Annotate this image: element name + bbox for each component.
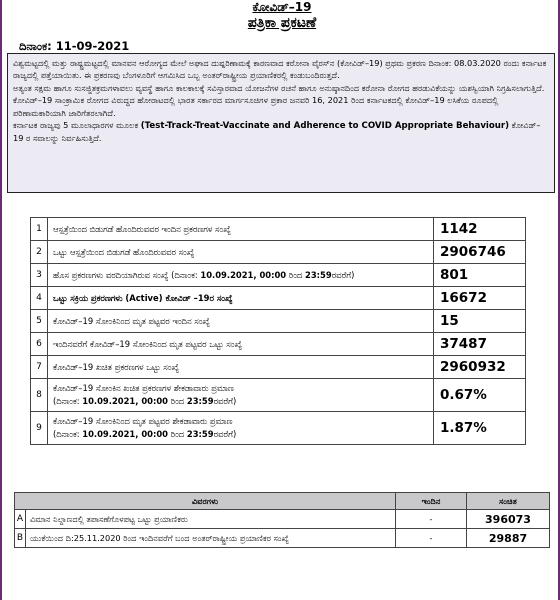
travel-table xyxy=(14,492,550,548)
release-date: ದಿನಾಂಕ: 11-09-2021 xyxy=(19,39,130,53)
label-end: ರವರೆಗೆ) xyxy=(331,269,355,280)
subtitle-text: ಪತ್ರಿಕಾ ಪ್ರಕಟಣೆ xyxy=(247,15,317,31)
row-number: 6 xyxy=(31,333,48,356)
row-value: 1142 xyxy=(434,218,526,241)
notice-paragraph-3: ಕೋವಿಡ್–19 ಸಾಂಕ್ರಾಮಿಕ ರೋಗದ ವಿರುದ್ಧದ ಹೋರಾಟದಲ್ಲಿ ಭಾರತ ಸರ್ಕಾರದ ಮಾರ್ಗಸೂಚಿಗಳ ಪ್ರಕಾರ ಜನವರಿ 16, 2021 ರಿಂದ ಕರ್ನಾಟಕದಲ್ಲಿ ಕೋವಿಡ್–19 ಲಸಿಕೆಯ ರೂಪದಲ್ಲಿ ಪರಿಣಾಮಕಾರಿಯಾಗಿ ಜಾರಿಗೆತರಲಾಗಿದೆ. xyxy=(13,95,499,118)
row-number: 1 xyxy=(31,218,48,241)
notice-p4-post: ಕೋವಿಡ್–19 ರ ಸವಾಲನ್ನು ನಿರ್ವಹಿಸುತ್ತಿದೆ. xyxy=(13,120,541,144)
row-label: ಆಸ್ಪತ್ರೆಯಿಂದ ಬಿಡುಗಡೆ ಹೊಂದಿರುವವರ ಇಂದಿನ ಪ್ರಕರಣಗಳ ಸಂಖ್ಯೆ xyxy=(48,218,434,241)
row-value: 801 xyxy=(434,264,526,287)
row-cumulative: 396073 xyxy=(467,510,550,529)
sub-pre: (ದಿನಾಂಕ: xyxy=(53,429,83,439)
row-label: ಕೋವಿಡ್–19 ಖಚಿತ ಪ್ರಕರಣಗಳ ಒಟ್ಟು ಸಂಖ್ಯೆ xyxy=(48,356,434,379)
row-label xyxy=(48,264,434,287)
label-time: 23:59 xyxy=(305,269,332,280)
header-today: ಇಂದಿನ xyxy=(396,493,467,510)
sub-mid: ರಿಂದ xyxy=(168,429,187,439)
row-key: B xyxy=(15,529,26,548)
row-key: A xyxy=(15,510,26,529)
notice-paragraph-4 xyxy=(13,119,549,145)
row-label xyxy=(48,379,434,412)
row-today: - xyxy=(396,510,467,529)
table-row xyxy=(31,379,526,412)
notice-paragraph-2: ಅತ್ಯಂತ ಸಕ್ಷಮ ಹಾಗೂ ಸುಸಜ್ಜಿತಕ್ರಮಗಳಾವಲು ವ್ಯವಸ್ಥೆ ಹಾಗೂ ಕಾಲಕಾಲಕ್ಕೆ ಸವಿಸ್ತಾರವಾದ ಯೋಜನೆಗಳ ರಚನೆ ಹಾಗೂ ಅನುಷ್ಠಾನದಿಂದ ಕರೋನಾ ರೋಗದ ಹರಡುವಿಕೆಯನ್ನು ಯಶಸ್ವಿಯಾಗಿ ನಿಗ್ರಹಿಸಲಾಗುತ್ತಿದೆ. xyxy=(13,82,545,93)
row-cumulative: 29887 xyxy=(467,529,550,548)
row-value: 1.87% xyxy=(434,412,526,445)
row-label xyxy=(48,412,434,445)
notice-paragraph-1: ವಿಶ್ವಮಟ್ಟದಲ್ಲಿ ಮತ್ತು ರಾಷ್ಟ್ರಮಟ್ಟದಲ್ಲಿ ಮಾನವನ ಆರೋಗ್ಯದ ಮೇಲೆ ಅಘಾದ ದುಷ್ಪರಿಣಾಮಕ್ಕೆ ಕಾರಣವಾದ ಕರೋನಾ ವೈರಸ್‌ನ (ಕೋವಿಡ್–19) ಪ್ರಥಮ ಪ್ರಕರಣ ದಿನಾಂಕ: 08.03.2020 ರಂದು ಕರ್ನಾಟಕ ರಾಜ್ಯದಲ್ಲಿ ಪತ್ತೆಯಾಯಿತು. ಈ ಪ್ರಕರಣವು ಬೆಂಗಳೂರಿಗೆ ಆಗಮಿಸಿದ ಒಬ್ಬ ಅಂತರ್‌ರಾಷ್ಟ್ರೀಯ ಪ್ರಯಾಣಿಕರಲ್ಲಿ ಕಂಡುಬಂದಿರುತ್ತದೆ. xyxy=(13,58,547,81)
notice-p4-pre: ಕರ್ನಾಟಕ ರಾಜ್ಯವು 5 ಮೂಲಾಧಾರಗಳ ಮೂಲಕ xyxy=(13,120,141,131)
row-label: ಒಟ್ಟು ಆಸ್ಪತ್ರೆಯಿಂದ ಬಿಡುಗಡೆ ಹೊಂದಿರುವವರ ಸಂಖ್ಯೆ xyxy=(48,241,434,264)
row-number: 2 xyxy=(31,241,48,264)
sub-mid: ರಿಂದ xyxy=(168,396,187,406)
row-value: 15 xyxy=(434,310,526,333)
row-today: - xyxy=(396,529,467,548)
sub-date: 10.09.2021, 00:00 xyxy=(82,429,169,439)
row-label: ಯುಕೆಯಿಂದ ದಿ:25.11.2020 ರಿಂದ ಇಂದಿನವರೆಗೆ ಬಂದ ಅಂತರ್‌ರಾಷ್ಟ್ರೀಯ ಪ್ರಯಾಣಿಕರ ಸಂಖ್ಯೆ xyxy=(26,529,396,548)
label-sub xyxy=(53,429,428,440)
table-row xyxy=(15,510,550,529)
label-main: ಕೋವಿಡ್–19 ಸೋಂಕಿನ ಖಚಿತ ಪ್ರಕರಣಗಳ ಶೇಕಡಾವಾರು ಪ್ರಮಾಣ xyxy=(53,383,234,393)
title-text: ಕೋವಿಡ್–19 xyxy=(252,0,312,14)
sub-time: 23:59 xyxy=(186,429,214,439)
row-number: 4 xyxy=(31,287,48,310)
table-row xyxy=(31,333,526,356)
label-date: 10.09.2021, 00:00 xyxy=(200,269,287,280)
table-row xyxy=(31,218,526,241)
table-row xyxy=(31,310,526,333)
sub-pre: (ದಿನಾಂಕ: xyxy=(53,396,83,406)
sub-date: 10.09.2021, 00:00 xyxy=(82,396,169,406)
table-row xyxy=(15,529,550,548)
label-mid: ರಿಂದ xyxy=(286,269,306,280)
sub-end: ರವರೆಗೆ) xyxy=(213,429,237,439)
row-value: 37487 xyxy=(434,333,526,356)
sub-time: 23:59 xyxy=(186,396,214,406)
row-value: 2960932 xyxy=(434,356,526,379)
row-label: ಇಂದಿನವರೆಗೆ ಕೋವಿಡ್–19 ಸೋಂಕಿನಿಂದ ಮೃತ ಪಟ್ಟವರ ಒಟ್ಟು ಸಂಖ್ಯೆ xyxy=(48,333,434,356)
table-row xyxy=(31,356,526,379)
table-row xyxy=(31,264,526,287)
row-value: 2906746 xyxy=(434,241,526,264)
notice-p4-bold: (Test-Track-Treat-Vaccinate and Adherence to COVID Appropriate Behaviour) xyxy=(140,121,510,132)
row-label: ವಿಮಾನ ನಿಲ್ದಾಣದಲ್ಲಿ ತಪಾಸಣೆಗೊಳಪಟ್ಟ ಒಟ್ಟು ಪ್ರಯಾಣಿಕರು xyxy=(26,510,396,529)
row-value: 0.67% xyxy=(434,379,526,412)
table-row xyxy=(31,241,526,264)
row-label: ಒಟ್ಟು ಸಕ್ರಿಯ ಪ್ರಕರಣಗಳು (Active) ಕೋವಿಡ್ –19ರ ಸಂಖ್ಯೆ xyxy=(48,287,434,310)
header-cumulative: ಸಂಚಿತ xyxy=(467,493,550,510)
row-number: 8 xyxy=(31,379,48,412)
table-row xyxy=(31,287,526,310)
label-pre: ಹೊಸ ಪ್ರಕರಣಗಳು ವರದಿಯಾಗಿರುವ ಸಂಖ್ಯೆ (ದಿನಾಂಕ: xyxy=(53,269,201,280)
covid-stats-table xyxy=(30,217,526,445)
label-main: ಕೋವಿಡ್–19 ಸೋಂಕಿನಿಂದ ಮೃತ ಪಟ್ಟವರ ಶೇಕಡಾವಾರು ಪ್ರಮಾಣ xyxy=(53,416,233,426)
intro-notice xyxy=(7,53,555,193)
row-number: 5 xyxy=(31,310,48,333)
label-sub xyxy=(53,396,428,407)
document-subtitle xyxy=(2,15,560,31)
document-title xyxy=(2,0,560,15)
table-header-row xyxy=(15,493,550,510)
sub-end: ರವರೆಗೆ) xyxy=(213,396,237,406)
row-value: 16672 xyxy=(434,287,526,310)
row-number: 9 xyxy=(31,412,48,445)
row-number: 3 xyxy=(31,264,48,287)
row-label: ಕೋವಿಡ್–19 ಸೋಂಕಿನಿಂದ ಮೃತ ಪಟ್ಟವರ ಇಂದಿನ ಸಂಖ್ಯೆ xyxy=(48,310,434,333)
row-number: 7 xyxy=(31,356,48,379)
table-row xyxy=(31,412,526,445)
header-details: ವಿವರಗಳು xyxy=(15,493,396,510)
